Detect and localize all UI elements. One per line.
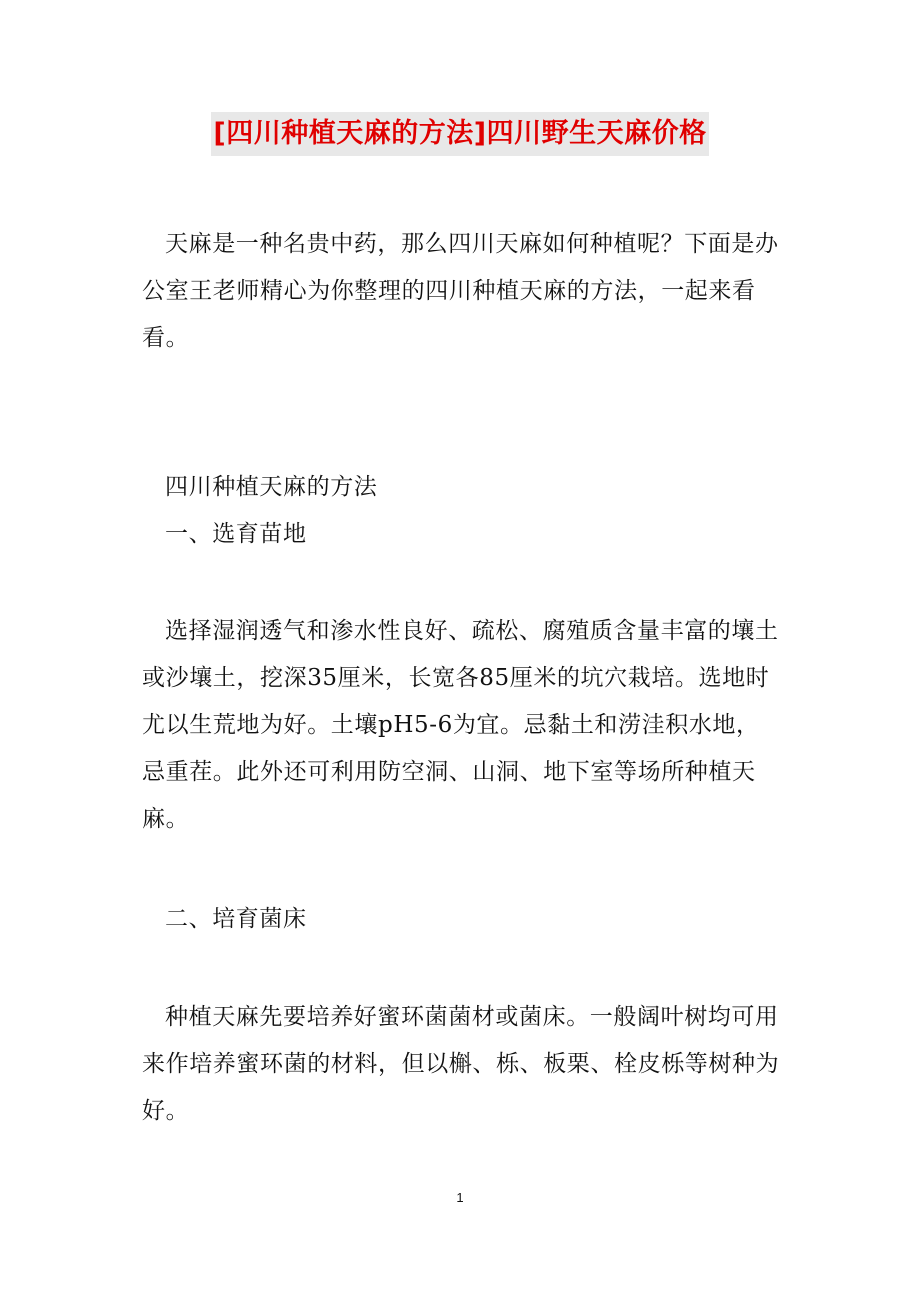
section-heading: 四川种植天麻的方法 (165, 474, 378, 500)
step1-heading: 一、选育苗地 (165, 521, 307, 547)
step1-paragraph: 选择湿润透气和渗水性良好、疏松、腐殖质含量丰富的壤土或沙壤土，挖深35厘米，长宽各85厘米的坑穴栽培。选地时尤以生荒地为好。土壤pH5-6为宜。忌黏土和涝洼积水地，忌重茬。此外还可利用防空洞、山洞、地下室等场所种植天麻。 (142, 618, 779, 832)
title-part-1: [四川种植天麻的方法] (213, 118, 487, 149)
page-number: 1 (456, 1190, 464, 1205)
step2-heading: 二、培育菌床 (165, 906, 307, 932)
title-part-2: 四川野生天麻价格 (486, 118, 707, 149)
step2-paragraph: 种植天麻先要培养好蜜环菌菌材或菌床。一般阔叶树均可用来作培养蜜环菌的材料，但以槲、栎、板栗、栓皮栎等树种为好。 (142, 1004, 780, 1124)
document-title (211, 112, 708, 156)
intro-paragraph: 天麻是一种名贵中药，那么四川天麻如何种植呢？下面是办公室王老师精心为你整理的四川种植天麻的方法，一起来看看。 (142, 231, 779, 351)
title-container (0, 112, 920, 156)
